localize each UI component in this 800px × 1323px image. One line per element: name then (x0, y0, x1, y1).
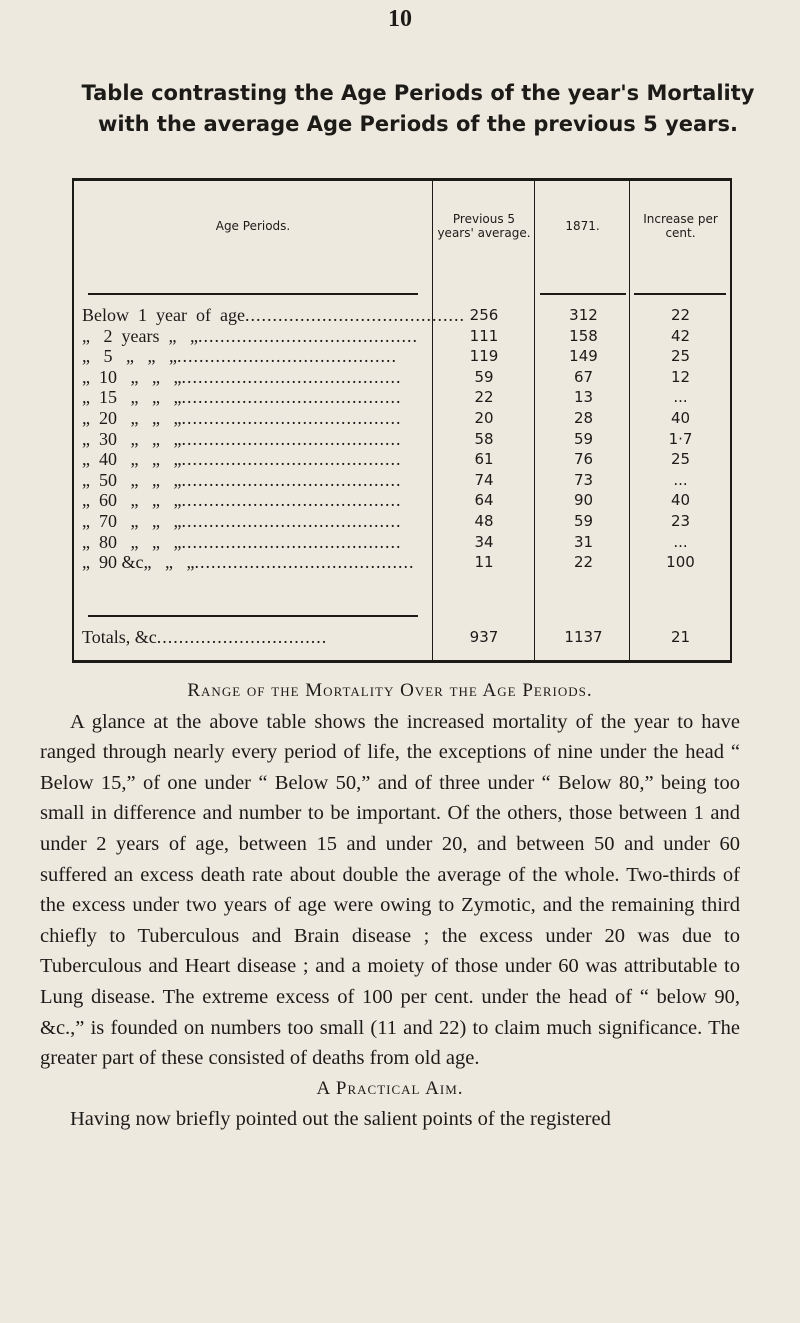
row-label: „ 10 „ „ „........................................ (82, 366, 402, 387)
year-value: 28 (573, 409, 594, 427)
header-increase: Increase per cent. (643, 212, 718, 240)
year-value: 67 (573, 367, 594, 386)
previous-average-value: 119 (469, 347, 499, 366)
increase-value: ... (673, 388, 688, 407)
table-row (74, 532, 730, 553)
table-row (74, 346, 730, 367)
increase-value: 25 (670, 450, 691, 469)
year-value: 59 (573, 429, 594, 448)
row-label: „ 15 „ „ „........................................ (82, 387, 402, 408)
header-age-periods: Age Periods. (215, 219, 291, 233)
previous-average-value: 11 (474, 553, 494, 572)
row-label: „ 5 „ „ „........................................ (82, 346, 397, 367)
increase-value: 25 (670, 347, 691, 366)
previous-average-value: 64 (474, 491, 494, 510)
row-label: „ 40 „ „ „........................................ (82, 449, 402, 470)
totals-rule (88, 615, 418, 617)
year-value: 31 (573, 532, 594, 551)
header-rule (540, 293, 626, 295)
increase-value: 12 (670, 367, 691, 386)
row-label: „ 20 „ „ „........................................ (82, 408, 402, 428)
header-previous-average: Previous 5 years' average. (437, 212, 531, 240)
table-row (74, 408, 730, 429)
row-label: „ 80 „ „ „........................................ (82, 531, 402, 552)
increase-value: 100 (666, 553, 695, 572)
mortality-table (72, 178, 732, 663)
row-label: „ 30 „ „ „........................................ (82, 428, 402, 449)
previous-average-value: 937 (469, 628, 499, 646)
row-label: „ 60 „ „ „........................................ (82, 490, 402, 511)
year-value: 1137 (564, 628, 603, 646)
year-value: 76 (573, 450, 594, 469)
previous-average-value: 20 (474, 409, 494, 427)
table-title: Table contrasting the Age Periods of the year's Mortality with the average Age Periods of the previous 5 years. (81, 81, 755, 136)
year-value: 312 (569, 306, 598, 324)
year-value: 73 (573, 470, 594, 489)
header-rule (88, 293, 418, 295)
row-label: „ 2 years „ „........................................ (82, 325, 418, 346)
increase-value: 21 (670, 628, 691, 646)
table-row (74, 387, 730, 408)
previous-average-value: 58 (474, 429, 494, 448)
previous-average-value: 59 (474, 367, 494, 386)
page-number: 10 (388, 6, 412, 32)
previous-average-value: 256 (469, 306, 499, 324)
table-row (74, 511, 730, 532)
row-label: Below 1 year of age........................................ (82, 305, 465, 325)
section-heading: Range of the Mortality Over the Age Periods. (187, 680, 593, 701)
totals-row (74, 627, 730, 648)
section-heading: A Practical Aim. (316, 1077, 464, 1099)
year-value: 149 (569, 347, 598, 366)
increase-value: 22 (670, 306, 691, 324)
table-row (74, 449, 730, 470)
increase-value: ... (673, 470, 688, 489)
table-row (74, 552, 730, 573)
year-value: 22 (573, 553, 594, 572)
previous-average-value: 111 (469, 326, 499, 345)
row-label: „ 90 &c„ „ „........................................ (82, 552, 415, 573)
paragraph: Having now briefly pointed out the salient points of the registered (70, 1108, 611, 1131)
increase-value: 23 (670, 512, 691, 530)
increase-value: ... (673, 532, 688, 551)
increase-value: 1·7 (668, 429, 693, 448)
increase-value: 42 (670, 326, 691, 345)
increase-value: 40 (670, 409, 691, 427)
table-row (74, 490, 730, 511)
row-label: „ 50 „ „ „........................................ (82, 469, 402, 490)
table-row (74, 429, 730, 450)
header-rule (634, 293, 726, 295)
year-value: 158 (569, 326, 598, 345)
previous-average-value: 48 (474, 512, 494, 530)
body-text (40, 676, 740, 1135)
previous-average-value: 74 (474, 470, 494, 489)
row-label: Totals, &c............................... (82, 627, 328, 647)
year-value: 90 (573, 491, 594, 510)
increase-value: 40 (670, 491, 691, 510)
previous-average-value: 61 (474, 450, 494, 469)
year-value: 59 (573, 512, 594, 530)
previous-average-value: 34 (474, 532, 494, 551)
table-row (74, 470, 730, 491)
previous-average-value: 22 (474, 388, 494, 407)
table-row (74, 326, 730, 347)
header-year: 1871. (565, 219, 600, 233)
table-row (74, 305, 730, 326)
table-row (74, 367, 730, 388)
row-label: „ 70 „ „ „........................................ (82, 511, 402, 531)
paragraph: A glance at the above table shows the increased mortality of the year to have ranged through nearly every period of life, the exceptions of nine under the head “ Below 15,” of one under “ Below 50,” and of three under “ Below 80,” being too small in difference and number to be important. Of the others, those between 1 and under 2 years of age, between 15 and under 20, and between 50 and under 60 suffered an excess death rate about double the average of the whole. Two-thirds of the excess under two years of age were owing to Zymotic, and the remaining third chiefly to Tuberculous and Brain disease ; the excess under 20 was due to Tuberculous and Heart disease ; and a moiety of those under 60 was attributable to Lung disease. The extreme excess of 100 per cent. under the head of “ below 90, &c.,” is founded on numbers too small (11 and 22) to claim much significance. The greater part of these consisted of deaths from old age. (40, 710, 740, 1070)
year-value: 13 (573, 388, 594, 407)
